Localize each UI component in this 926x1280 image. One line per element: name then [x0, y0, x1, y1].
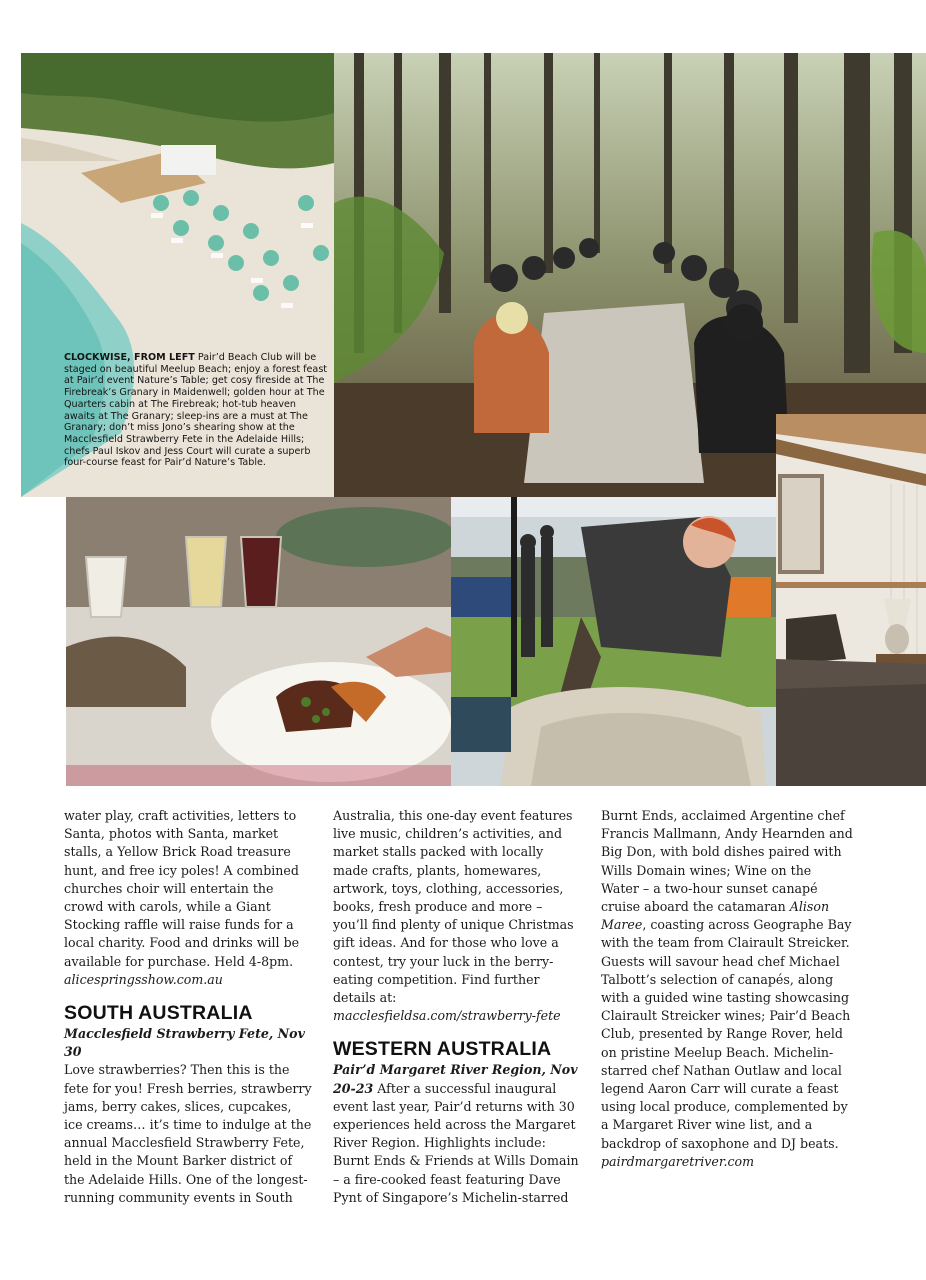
- western-australia-heading: WESTERN AUSTRALIA: [333, 1038, 552, 1061]
- col3-body-a: Burnt Ends, acclaimed Argentine chef Francis Mallmann, Andy Hearnden and Big Don, with bold dishes paired with Wills Domain wines; Wine on the Water – a two-hour sunset canapé cruise aboard the catamaran: [601, 808, 853, 915]
- cabin-bedroom-photo: [776, 414, 926, 786]
- south-australia-heading: SOUTH AUSTRALIA: [64, 1002, 253, 1025]
- paird-url[interactable]: pairdmargaretriver.com: [601, 1153, 755, 1169]
- caption-lead: CLOCKWISE, FROM LEFT: [64, 352, 195, 363]
- paird-event-title: Pair’d Margaret River Region, Nov 20-23: [333, 1062, 578, 1096]
- col1-intro: [64, 807, 312, 989]
- col3-paragraph: [601, 807, 853, 1171]
- text-column-1: [64, 807, 312, 1207]
- col3-body-b: , coasting across Geographe Bay with the team from Clairault Streicker. Guests will savour head chef Michael Talbott’s selection of canapés, along with a guided wine tasting showcasing Clairault Streicker wines; Pair’d Beach Club, presented by Range Rover, held on pristine Meelup Beach. Michelin-starred chef Nathan Outlaw and local legend Aaron Carr will curate a feast using local produce, complemented by a Margaret River wine list, and a backdrop of saxophone and DJ beats.: [601, 917, 852, 1151]
- caption-text: Pair’d Beach Club will be staged on beautiful Meelup Beach; enjoy a forest feast at Pair’d event Nature’s Table; get cosy fireside at The Firebreak’s Granary in Maidenwell; golden hour at The Quarters cabin at The Firebreak; hot-tub heaven awaits at The Granary; sleep-ins are a must at The Granary; don’t miss Jono’s shearing show at the Macclesfield Strawberry Fete in the Adelaide Hills; chefs Paul Iskov and Jess Court will curate a superb four-course feast for Pair’d Nature’s Table.: [64, 352, 328, 469]
- col2-body-text: After a successful inaugural event last year, Pair’d returns with 30 experiences held across the Margaret River Region. Highlights include: Burnt Ends & Friends at Wills Domain – a fire-cooked feast featuring Dave Pynt of Singapore’s Michelin-starred: [333, 1080, 579, 1205]
- catamaran-name: Alison Maree: [601, 899, 830, 933]
- alice-springs-url[interactable]: alicespringsshow.com.au: [64, 971, 223, 987]
- col2-intro-text: Australia, this one-day event features live music, children’s activities, and market stalls packed with locally made crafts, plants, homewares, artwork, toys, clothing, accessories, books, fresh produce and more – you’ll find plenty of unique Christmas gift ideas. And for those who love a contest, try your luck in the berry-eating competition. Find further details at:: [333, 808, 574, 1006]
- col1-event-paragraph: [64, 1025, 312, 1207]
- sheep-shearing-photo: [451, 497, 776, 786]
- text-column-2: [333, 807, 581, 1207]
- col2-event-paragraph: [333, 1061, 581, 1207]
- macclesfield-event-title: Macclesfield Strawberry Fete, Nov 30: [64, 1026, 305, 1060]
- macclesfield-url[interactable]: macclesfieldsa.com/strawberry-fete: [333, 1008, 561, 1024]
- text-column-3: [601, 807, 853, 1171]
- photo-caption: [64, 352, 330, 469]
- col1-body-text: Love strawberries? Then this is the fete for you! Fresh berries, strawberry jams, berry cakes, slices, cupcakes, ice creams… it’s time to indulge at the annual Macclesfield Strawberry Fete, held in the Mount Barker district of the Adelaide Hills. One of the longest-running community events in South: [64, 1062, 312, 1205]
- plated-food-photo: [66, 497, 451, 786]
- col1-intro-text: water play, craft activities, letters to Santa, photos with Santa, market stalls, a Yellow Brick Road treasure hunt, and free icy poles! A combined churches choir will entertain the crowd with carols, while a Giant Stocking raffle will raise funds for a local charity. Food and drinks will be available for purchase. Held 4-8pm.: [64, 808, 300, 969]
- col2-intro: [333, 807, 581, 1025]
